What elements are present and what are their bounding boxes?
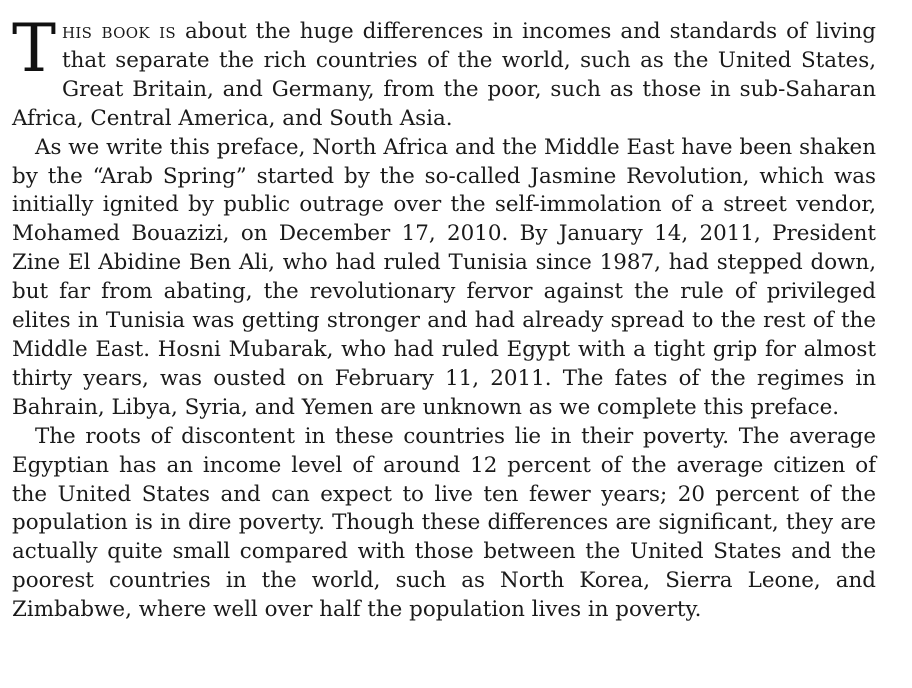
drop-cap: T [12,10,57,87]
paragraph-intro [12,10,876,134]
lead-in-smallcaps: his book is [62,19,176,44]
paragraph-arab-spring: As we write this preface, North Africa and the Middle East have been shaken by the “Arab Spring” started by the so-called Jasmine Revolution, which was initially ignited by public outrage over the self-immolation of a street vendor, Mohamed Bouazizi, on December 17, 2010. By January 14, 2011, President Zine El Abidine Ben Ali, who had ruled Tunisia since 1987, had stepped down, but far from abating, the revolutionary fervor against the rule of privileged elites in Tunisia was getting stronger and had already spread to the rest of the Middle East. Hosni Mubarak, who had ruled Egypt with a tight grip for almost thirty years, was ousted on February 11, 2011. The fates of the regimes in Bahrain, Libya, Syria, and Yemen are unknown as we complete this preface. [12,134,876,420]
paragraph-intro-text: about the huge differences in incomes and standards of living that separate the rich countries of the world, such as the United States, Great Britain, and Germany, from the poor, such as those in sub-Saharan Africa, Central America, and South Asia. [12,19,876,131]
paragraph-roots-of-discontent: The roots of discontent in these countries lie in their poverty. The average Egyptian has an income level of around 12 percent of the average citizen of the United States and can expect to live ten fewer years; 20 percent of the population is in dire poverty. Though these differences are significant, they are actually quite small compared with those between the United States and the poorest countries in the world, such as North Korea, Sierra Leone, and Zimbabwe, where well over half the population lives in poverty. [12,423,876,623]
